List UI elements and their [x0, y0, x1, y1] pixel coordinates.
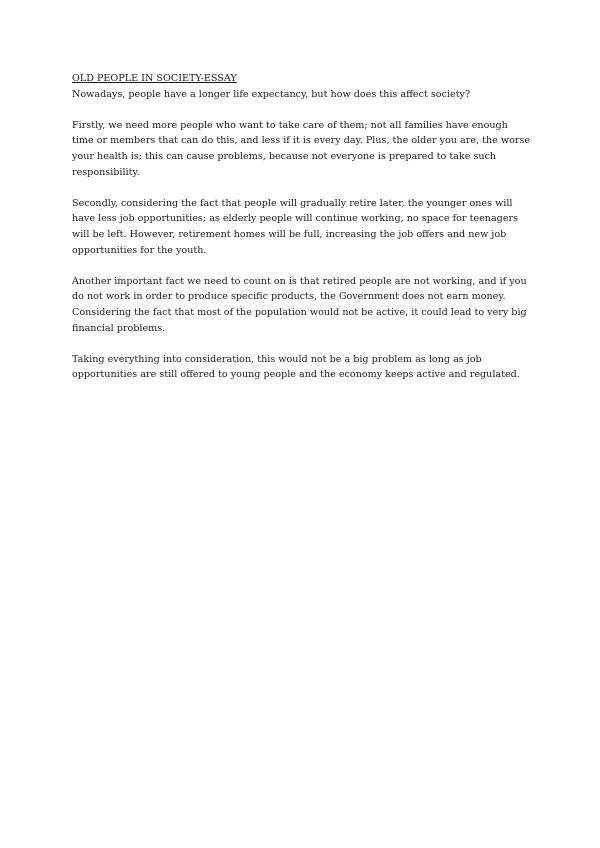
essay-intro: Nowadays, people have a longer life expectancy, but how does this affect society? [72, 88, 471, 100]
essay-title: OLD PEOPLE IN SOCIETY-ESSAY [72, 73, 237, 84]
essay-paragraph-4: Taking everything into consideration, this would not be a big problem as long as job opportunities are still offered to young people and the economy keeps active and regulated. [72, 353, 520, 381]
essay-paragraph-1: Firstly, we need more people who want to take care of them; not all families have enough time or members that can do this, and less if it is every day. Plus, the older you are, the worse your health is; this can cause problems, because not everyone is prepared to take such responsibility. [72, 119, 531, 178]
essay-paragraph-3: Another important fact we need to count on is that retired people are not working, and if you do not work in order to produce specific products, the Government does not earn money. Considering the fact that most of the population would not be active, it could lead to very big financial problems. [72, 275, 527, 334]
essay-body [72, 71, 532, 398]
essay-paragraph-2: Secondly, considering the fact that people will gradually retire later, the younger ones will have less job opportunities; as elderly people will continue working, no space for teenagers will be left. However, retirement homes will be full, increasing the job offers and new job opportunities for the youth. [72, 197, 519, 256]
